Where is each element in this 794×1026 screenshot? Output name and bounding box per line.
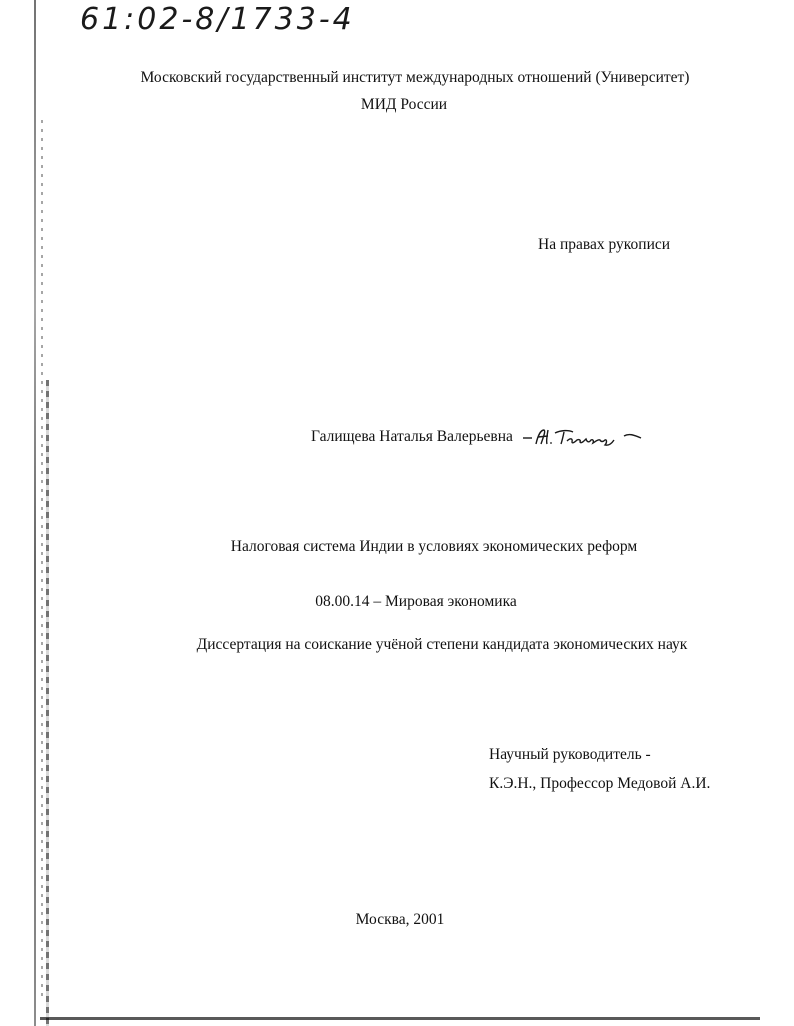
author-name: Галищева Наталья Валерьевна <box>311 428 513 445</box>
specialty-code: 08.00.14 – Мировая экономика <box>315 593 517 610</box>
advisor-label: Научный руководитель - <box>489 746 651 763</box>
binding-line <box>34 0 36 1026</box>
city-and-year: Москва, 2001 <box>355 911 445 928</box>
author-row <box>311 425 643 449</box>
dissertation-title: Налоговая система Индии в условиях экономических реформ <box>230 538 638 555</box>
manuscript-note: На правах рукописи <box>538 236 671 253</box>
ministry-name: МИД России <box>360 96 448 113</box>
degree-statement: Диссертация на соискание учёной степени кандидата экономических наук <box>196 636 688 653</box>
scan-binding-edge <box>0 0 58 1026</box>
institute-name: Московский государственный институт международных отношений (Университет) <box>140 69 690 86</box>
advisor-name: К.Э.Н., Профессор Медовой А.И. <box>489 775 711 792</box>
binding-noise-line <box>41 120 43 1000</box>
handwritten-signature <box>521 425 643 449</box>
scan-bottom-edge <box>40 1017 760 1020</box>
binding-noise-line <box>46 380 49 1026</box>
handwritten-archive-number: 61:02-8/1733-4 <box>80 2 355 37</box>
